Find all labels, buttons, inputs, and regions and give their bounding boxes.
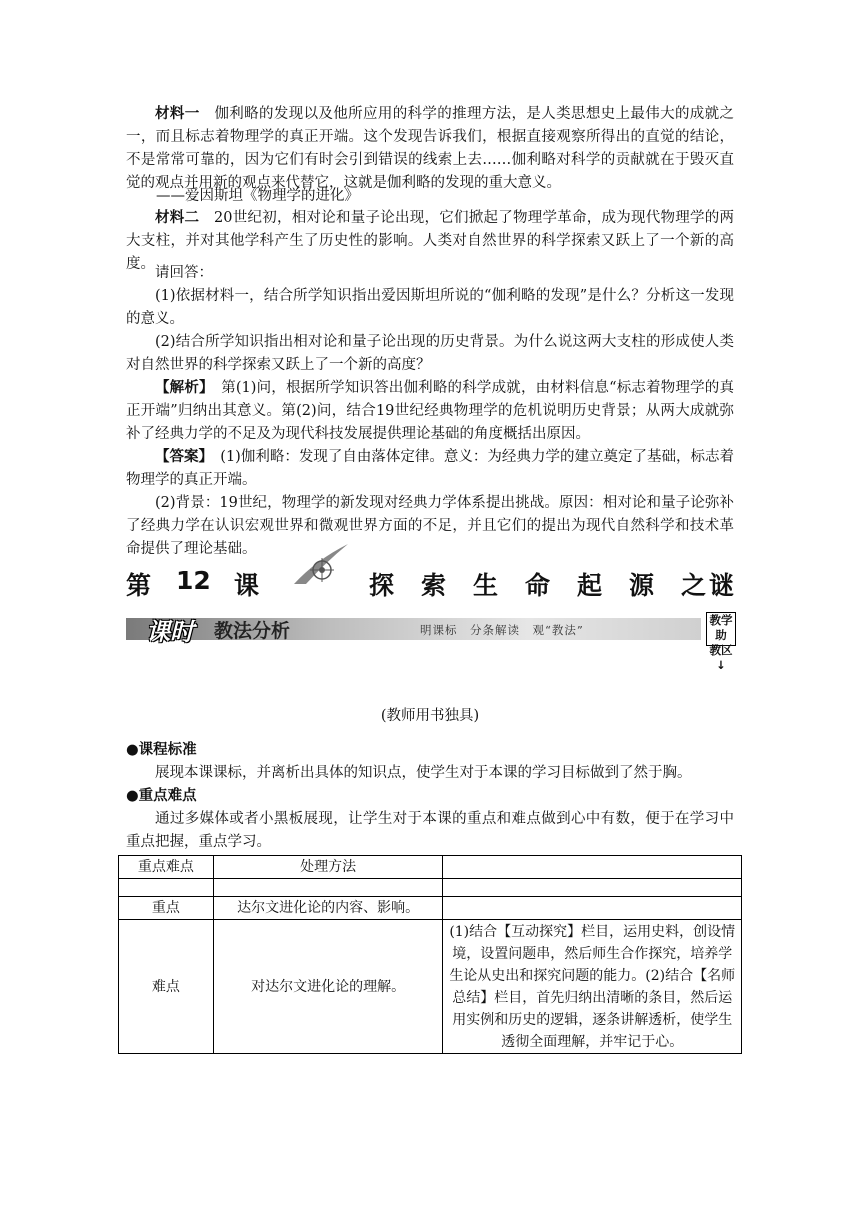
title-char: 命 bbox=[525, 571, 551, 600]
table-cell bbox=[443, 897, 742, 920]
table-empty-row bbox=[119, 879, 742, 897]
table-row bbox=[119, 897, 742, 920]
table-cell bbox=[443, 879, 742, 897]
title-char: 之 bbox=[681, 571, 707, 600]
table-cell: 达尔文进化论的内容、影响。 bbox=[213, 897, 443, 920]
teacher-only-note: (教师用书独具) bbox=[380, 708, 480, 724]
table-header-row bbox=[119, 856, 742, 879]
table-cell bbox=[213, 879, 443, 897]
table-header-cell: 处理方法 bbox=[213, 856, 443, 879]
prompt-text: 请回答： bbox=[155, 265, 213, 281]
material-one-paragraph bbox=[126, 103, 734, 195]
material-two-label: 材料二 bbox=[155, 210, 200, 226]
title-char: 探 bbox=[369, 571, 395, 600]
banner-bar bbox=[126, 618, 701, 640]
table-cell: (1)结合【互动探究】栏目，运用史料，创设情境，设置问题串，然后师生合作探究，培养学生论从史出和探究问题的能力。(2)结合【名师总结】栏目，首先归纳出清晰的条目，然后运用实例和历史的逻辑，逐条讲解透析，使学生透彻全面理解，并牢记于心。 bbox=[443, 920, 742, 1054]
lesson-title bbox=[126, 566, 734, 600]
banner-title-sub: 教法分析 bbox=[214, 620, 291, 642]
material-two-text: 20世纪初，相对论和量子论出现，它们掀起了物理学革命，成为现代物理学的两大支柱，并对其他学科产生了历史性的影响。人类对自然世界的科学探索又跃上了一个新的高度。 bbox=[126, 210, 735, 272]
lesson-char: 课 bbox=[234, 571, 260, 600]
title-char: 源 bbox=[629, 571, 655, 600]
table-cell: 对达尔文进化论的理解。 bbox=[213, 920, 443, 1054]
answer-label: 【答案】 bbox=[155, 449, 206, 465]
table-cell: 难点 bbox=[119, 920, 214, 1054]
material-one-label: 材料一 bbox=[155, 106, 200, 122]
keypoints-heading-text: ●重点难点 bbox=[126, 788, 197, 804]
banner-subtitle: 明课标 分条解读 观“教法” bbox=[420, 623, 584, 637]
title-char: 生 bbox=[473, 571, 499, 600]
material-one-text: 伽利略的发现以及他所应用的科学的推理方法，是人类思想史上最伟大的成就之一，而且标志着物理学的真正开端。这个发现告诉我们，根据直接观察所得出的直觉的结论，不是常常可靠的，因为它们有时会引到错误的线索上去……伽利略对科学的贡献就在于毁灭直觉的观点并用新的观点来代替它，这就是伽利略的发现的重大意义。 bbox=[126, 106, 735, 191]
keypoints-heading bbox=[126, 785, 734, 808]
answer-paragraph bbox=[126, 446, 734, 492]
analysis-paragraph bbox=[126, 377, 734, 446]
answer-2: (2)背景：19世纪，物理学的新发现对经典力学体系提出挑战。原因：相对论和量子论弥补了经典力学在认识宏观世界和微观世界方面的不足，并且它们的提出为现代自然科学和技术革命提供了理论基础。 bbox=[126, 495, 734, 557]
title-char: 索 bbox=[421, 571, 447, 600]
title-char: 谜 bbox=[709, 571, 735, 600]
keypoints-text: 通过多媒体或者小黑板展现，让学生对于本课的重点和难点做到心中有数，便于在学习中重点把握，重点学习。 bbox=[126, 811, 734, 850]
lesson-number: 12 bbox=[176, 566, 211, 595]
question-2: (2)结合所学知识指出相对论和量子论出现的历史背景。为什么说这两大支柱的形成使人类对自然世界的科学探索又跃上了一个新的高度？ bbox=[126, 334, 734, 373]
standards-text: 展现本课课标，并离析出具体的知识点，使学生对于本课的学习目标做到了然于胸。 bbox=[155, 765, 692, 781]
lesson-char: 第 bbox=[126, 571, 152, 600]
standards-heading-text: ●课程标准 bbox=[126, 742, 197, 758]
badge-line-1: 教学助 bbox=[709, 613, 733, 642]
analysis-text: 第(1)问，根据所学知识答出伽利略的科学成就，由材料信息“标志着物理学的真正开端”归纳出其意义。第(2)问，结合19世纪经典物理学的危机说明历史背景；从两大成就弥补了经典力学的不足及为现代科技发展提供理论基础的角度概括出原因。 bbox=[126, 380, 734, 442]
banner-title-main: 课时 bbox=[146, 618, 194, 646]
material-one-source: ——爱因斯坦《物理学的进化》 bbox=[156, 188, 359, 204]
table-cell: 重点 bbox=[119, 897, 214, 920]
teaching-aid-badge[interactable] bbox=[706, 612, 736, 672]
standards-heading bbox=[126, 739, 734, 762]
section-banner bbox=[126, 612, 734, 672]
title-char: 起 bbox=[577, 571, 603, 600]
answer-1: (1)伽利略：发现了自由落体定律。意义：为经典力学的建立奠定了基础，标志着物理学的真正开端。 bbox=[126, 449, 735, 488]
table-header-cell: 重点难点 bbox=[119, 856, 214, 879]
badge-line-2: 教区↓ bbox=[709, 643, 733, 672]
keypoints-table bbox=[118, 855, 742, 1054]
table-row bbox=[119, 920, 742, 1054]
table-cell bbox=[119, 879, 214, 897]
table-header-cell bbox=[443, 856, 742, 879]
analysis-label: 【解析】 bbox=[155, 380, 207, 396]
question-1: (1)依据材料一，结合所学知识指出爱因斯坦所说的“伽利略的发现”是什么？分析这一发现的意义。 bbox=[126, 288, 734, 327]
